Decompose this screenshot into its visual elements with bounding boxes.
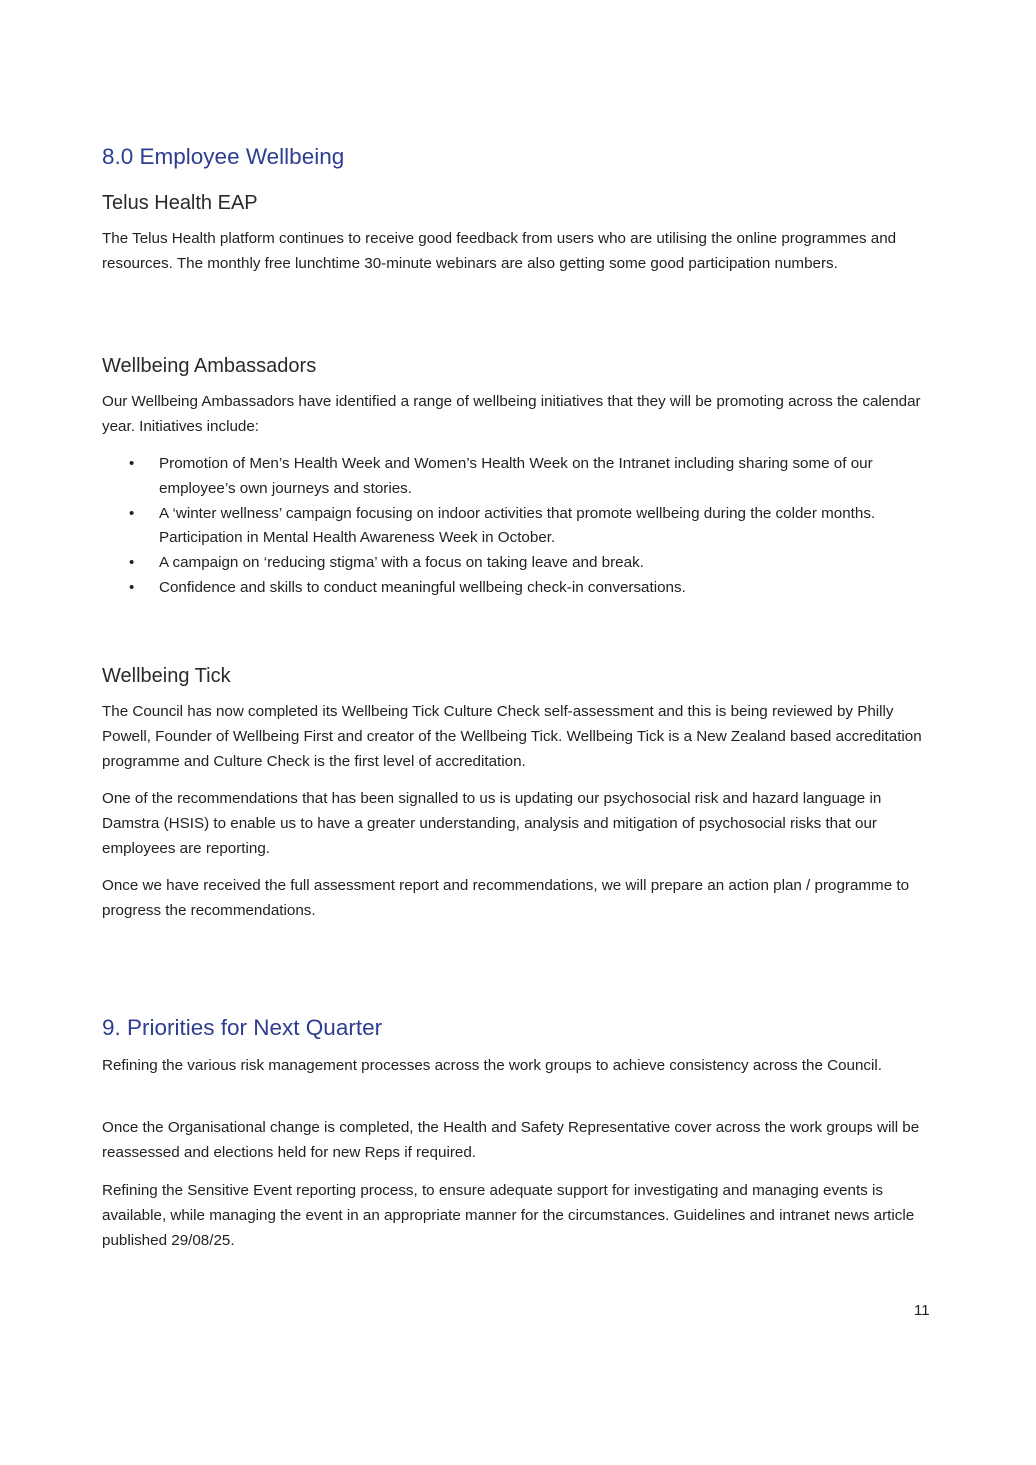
list-item-text: Confidence and skills to conduct meaningful wellbeing check-in conversations.	[159, 578, 686, 596]
list-item-text: Promotion of Men’s Health Week and Women’s Health Week on the Intranet including sharing some of our employee’s own journeys and stories.	[159, 455, 873, 497]
wellbeing-tick-paragraph-2: One of the recommendations that has been signalled to us is updating our psychosocial risk and hazard language in Damstra (HSIS) to enable us to have a greater understanding, analysis and mitigation of psychosocial risks that our employees are reporting.	[102, 790, 882, 857]
list-item	[102, 551, 934, 576]
section-8-heading: 8.0 Employee Wellbeing	[102, 144, 345, 169]
bullet-icon: •	[129, 554, 135, 572]
telus-health-paragraph: The Telus Health platform continues to receive good feedback from users who are utilising the online programmes and resources. The monthly free lunchtime 30-minute webinars are also getting some good participation numbers.	[102, 230, 897, 272]
wellbeing-ambassadors-heading: Wellbeing Ambassadors	[102, 355, 317, 377]
priorities-paragraph-3: Refining the Sensitive Event reporting process, to ensure adequate support for investigating and managing events is available, while managing the event in an appropriate manner for the circumstances. Guidelines and intranet news article published 29/08/25.	[102, 1182, 915, 1249]
priorities-paragraph-2: Once the Organisational change is completed, the Health and Safety Representative cover across the work groups will be reassessed and elections held for new Reps if required.	[102, 1119, 920, 1161]
list-item-text: A campaign on ‘reducing stigma’ with a focus on taking leave and break.	[159, 554, 644, 572]
page-number: 11	[914, 1302, 930, 1319]
wellbeing-tick-heading: Wellbeing Tick	[102, 665, 231, 687]
list-item	[102, 576, 934, 601]
section-9-heading: 9. Priorities for Next Quarter	[102, 1015, 383, 1040]
initiatives-list	[102, 452, 934, 601]
list-item	[102, 452, 934, 502]
wellbeing-tick-paragraph-3: Once we have received the full assessment report and recommendations, we will prepare an action plan / programme to progress the recommendations.	[102, 877, 910, 919]
list-item-text: A ‘winter wellness’ campaign focusing on indoor activities that promote wellbeing during the colder months. Participation in Mental Health Awareness Week in October.	[159, 504, 876, 547]
bullet-icon: •	[129, 578, 135, 596]
bullet-icon: •	[129, 455, 135, 472]
wellbeing-tick-paragraph-1: The Council has now completed its Wellbeing Tick Culture Check self-assessment and this is being reviewed by Philly Powell, Founder of Wellbeing First and creator of the Wellbeing Tick. Wellbeing Tick is a New Zealand based accreditation programme and Culture Check is the first level of accreditation.	[102, 703, 922, 770]
priorities-paragraph-1: Refining the various risk management processes across the work groups to achieve consistency across the Council.	[102, 1057, 882, 1074]
bullet-icon: •	[129, 504, 135, 522]
wellbeing-ambassadors-paragraph: Our Wellbeing Ambassadors have identified a range of wellbeing initiatives that they will be promoting across the calendar year. Initiatives include:	[102, 393, 921, 435]
telus-health-heading: Telus Health EAP	[102, 192, 258, 214]
list-item	[102, 502, 934, 552]
